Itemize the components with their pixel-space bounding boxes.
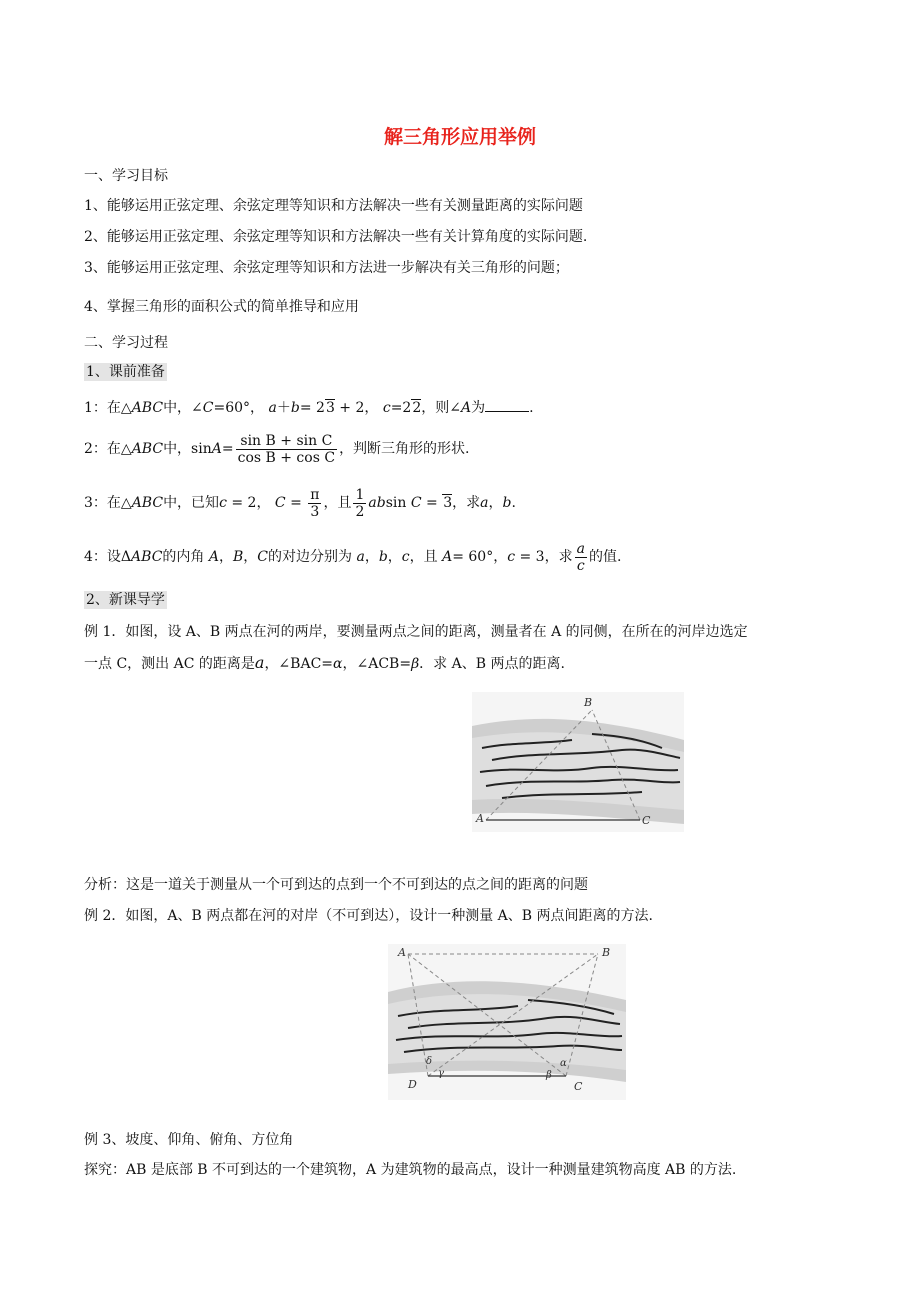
river-figure-1 (472, 692, 684, 832)
subsection-prep: 1、课前准备 (86, 364, 165, 380)
label-A: A (398, 946, 406, 959)
goal-item: 1、能够运用正弦定理、余弦定理等知识和方法解决一些有关测量距离的实际问题 (84, 198, 583, 214)
goal-item: 4、掌握三角形的面积公式的简单推导和应用 (84, 299, 359, 315)
example-1-line1: 例 1．如图，设 A、B 两点在河的两岸，要测量两点之间的距离，测量者在 A 的同侧，在所在的河岸边选定 (84, 624, 748, 640)
fraction: $\frac{1}{2}$ (355, 486, 365, 520)
fraction: $\frac{\pi}{3}$ (310, 486, 320, 520)
label-C: C (574, 1080, 583, 1093)
label-B: B (602, 946, 611, 959)
problem-1: 1：在△ABC中，∠C=60°， a＋b= 23 + 2， c=22，则∠A为 . (84, 397, 534, 418)
explore: 探究：AB 是底部 B 不可到达的一个建筑物，A 为建筑物的最高点，设计一种测量建筑物高度 AB 的方法. (84, 1162, 737, 1178)
problem-4: 4：设ΔABC的内角 A，B，C的对边分别为 a，b，c，且 A= 60°，c = 3，求 $\frac{a}{c}$ 的值. (84, 540, 622, 574)
label-B: B (584, 696, 593, 709)
label-delta: δ (426, 1056, 433, 1067)
label-D: D (408, 1078, 417, 1091)
fraction: $\frac{a}{c}$ (576, 540, 585, 574)
label-C: C (642, 814, 651, 827)
fraction: $\frac{\text{sin B + sin C}}{\text{cos B + cos C}}$ (237, 432, 336, 466)
subsection-new: 2、新课导学 (86, 592, 165, 608)
example-2: 例 2．如图，A、B 两点都在河的对岸（不可到达），设计一种测量 A、B 两点间距离的方法. (84, 908, 653, 924)
label-gamma: γ (438, 1068, 444, 1079)
section-heading-goals: 一、学习目标 (84, 168, 168, 184)
problem-2: 2：在△ABC中，sinA= $\frac{\text{sin B + sin C}}{\text{cos B + cos C}}$ ，判断三角形的形状. (84, 432, 470, 466)
example-1-line2: 一点 C，测出 AC 的距离是a，∠BAC=α，∠ACB=β．求 A、B 两点的距离. (84, 653, 565, 672)
label-A: A (476, 812, 484, 825)
example-3: 例 3、坡度、仰角、俯角、方位角 (84, 1132, 294, 1148)
river (388, 994, 626, 1070)
goal-item: 3、能够运用正弦定理、余弦定理等知识和方法进一步解决有关三角形的问题； (84, 260, 569, 276)
problem-3: 3：在△ABC中，已知c = 2， C = $\frac{\pi}{3}$ ，且 $\frac{1}{2}$ absin C = 3，求a，b. (84, 486, 516, 520)
section-heading-process: 二、学习过程 (84, 335, 168, 351)
analysis: 分析：这是一道关于测量从一个可到达的点到一个不可到达的点之间的距离的问题 (84, 877, 588, 893)
river-figure-2 (388, 944, 626, 1100)
label-beta: β (546, 1070, 552, 1081)
page-title: 解三角形应用举例 (383, 126, 536, 148)
answer-blank (485, 397, 529, 412)
label-alpha: α (560, 1058, 567, 1069)
goal-item: 2、能够运用正弦定理、余弦定理等知识和方法解决一些有关计算角度的实际问题. (84, 229, 588, 245)
